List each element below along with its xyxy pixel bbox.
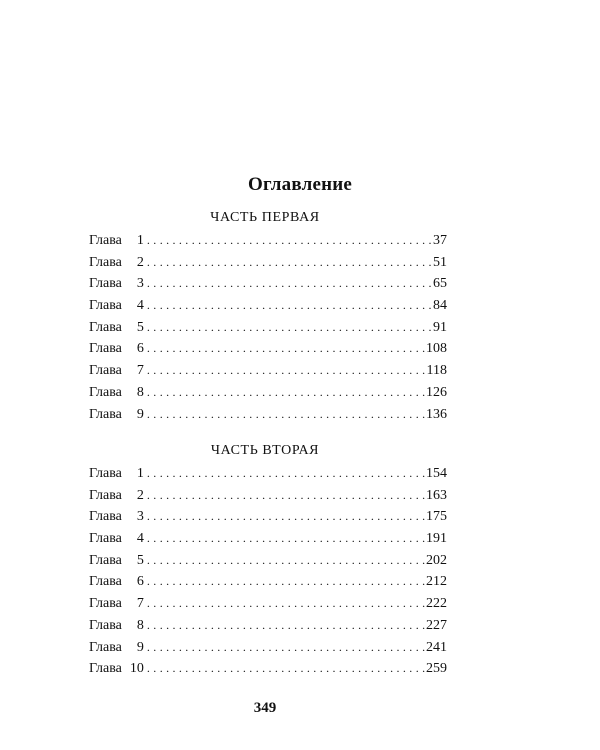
toc-list-part-1 — [89, 230, 447, 425]
dot-leader — [147, 338, 425, 360]
chapter-label: Глава — [89, 384, 122, 400]
toc-entry[interactable] — [89, 637, 447, 659]
page-number: 241 — [426, 639, 447, 655]
dot-leader — [147, 273, 432, 295]
chapter-number: 2 — [136, 487, 144, 503]
dot-leader — [147, 637, 425, 659]
chapter-label: Глава — [89, 233, 122, 248]
page-title: Оглавление — [247, 174, 353, 195]
dot-leader — [147, 317, 432, 339]
page-number: 65 — [433, 276, 447, 292]
dot-leader — [147, 252, 432, 274]
toc-entry[interactable] — [89, 338, 447, 360]
dot-leader — [147, 571, 425, 593]
page-number: 154 — [426, 466, 447, 481]
page-folio: 349 — [253, 700, 277, 716]
chapter-label: Глава — [89, 487, 122, 503]
chapter-label: Глава — [89, 661, 122, 677]
page-number: 108 — [426, 341, 447, 357]
chapter-label: Глава — [89, 254, 122, 270]
page-number: 259 — [426, 661, 447, 677]
toc-entry[interactable] — [89, 463, 447, 485]
toc-entry[interactable] — [89, 382, 447, 404]
page-number: 191 — [426, 531, 447, 547]
toc-entry[interactable] — [89, 252, 447, 274]
toc-entry[interactable] — [89, 404, 447, 426]
chapter-label: Глава — [89, 531, 122, 547]
toc-entry[interactable] — [89, 593, 447, 615]
page-number: 136 — [426, 406, 447, 422]
dot-leader — [147, 295, 432, 317]
toc-list-part-2 — [89, 463, 447, 680]
chapter-number: 8 — [136, 384, 144, 400]
page-number: 175 — [426, 509, 447, 525]
part-heading-1: ЧАСТЬ ПЕРВАЯ — [210, 210, 320, 225]
chapter-label: Глава — [89, 466, 122, 481]
page-number: 163 — [426, 487, 447, 503]
dot-leader — [147, 360, 426, 382]
page-number: 126 — [426, 384, 447, 400]
chapter-number: 9 — [136, 406, 144, 422]
chapter-number: 3 — [136, 509, 144, 525]
chapter-label: Глава — [89, 406, 122, 422]
chapter-number: 9 — [136, 639, 144, 655]
toc-entry[interactable] — [89, 506, 447, 528]
chapter-label: Глава — [89, 617, 122, 633]
chapter-number: 5 — [136, 552, 144, 568]
page-number: 222 — [426, 596, 447, 612]
chapter-number: 2 — [136, 254, 144, 270]
toc-entry[interactable] — [89, 658, 447, 680]
chapter-number: 4 — [136, 298, 144, 314]
chapter-label: Глава — [89, 552, 122, 568]
toc-entry[interactable] — [89, 360, 447, 382]
chapter-number: 1 — [136, 233, 144, 248]
chapter-number: 8 — [136, 617, 144, 633]
chapter-number: 7 — [136, 363, 144, 379]
chapter-label: Глава — [89, 319, 122, 335]
page-number: 37 — [433, 233, 447, 248]
chapter-number: 5 — [136, 319, 144, 335]
page-number: 118 — [426, 363, 447, 379]
page-number: 51 — [433, 254, 447, 270]
dot-leader — [147, 528, 425, 550]
dot-leader — [147, 593, 425, 615]
toc-entry[interactable] — [89, 528, 447, 550]
chapter-number: 10 — [129, 661, 144, 677]
dot-leader — [147, 382, 425, 404]
chapter-label: Глава — [89, 639, 122, 655]
chapter-number: 6 — [136, 574, 144, 590]
chapter-label: Глава — [89, 574, 122, 590]
chapter-number: 7 — [136, 596, 144, 612]
dot-leader — [147, 230, 432, 252]
page-number: 84 — [433, 298, 447, 314]
chapter-number: 1 — [136, 466, 144, 481]
toc-entry[interactable] — [89, 485, 447, 507]
toc-entry[interactable] — [89, 295, 447, 317]
toc-entry[interactable] — [89, 615, 447, 637]
dot-leader — [147, 550, 425, 572]
dot-leader — [147, 485, 425, 507]
toc-entry[interactable] — [89, 230, 447, 252]
chapter-label: Глава — [89, 276, 122, 292]
chapter-number: 4 — [136, 531, 144, 547]
toc-entry[interactable] — [89, 550, 447, 572]
chapter-label: Глава — [89, 363, 122, 379]
toc-entry[interactable] — [89, 273, 447, 295]
chapter-label: Глава — [89, 509, 122, 525]
toc-entry[interactable] — [89, 317, 447, 339]
page-number: 202 — [426, 552, 447, 568]
part-heading-2: ЧАСТЬ ВТОРАЯ — [210, 443, 320, 458]
page-number: 212 — [426, 574, 447, 590]
chapter-label: Глава — [89, 596, 122, 612]
chapter-label: Глава — [89, 298, 122, 314]
chapter-label: Глава — [89, 341, 122, 357]
page-number: 91 — [433, 319, 447, 335]
page-number: 227 — [426, 617, 447, 633]
chapter-number: 6 — [136, 341, 144, 357]
chapter-number: 3 — [136, 276, 144, 292]
dot-leader — [147, 615, 425, 637]
dot-leader — [147, 404, 425, 426]
dot-leader — [147, 463, 425, 485]
dot-leader — [147, 658, 425, 680]
dot-leader — [147, 506, 425, 528]
toc-entry[interactable] — [89, 571, 447, 593]
